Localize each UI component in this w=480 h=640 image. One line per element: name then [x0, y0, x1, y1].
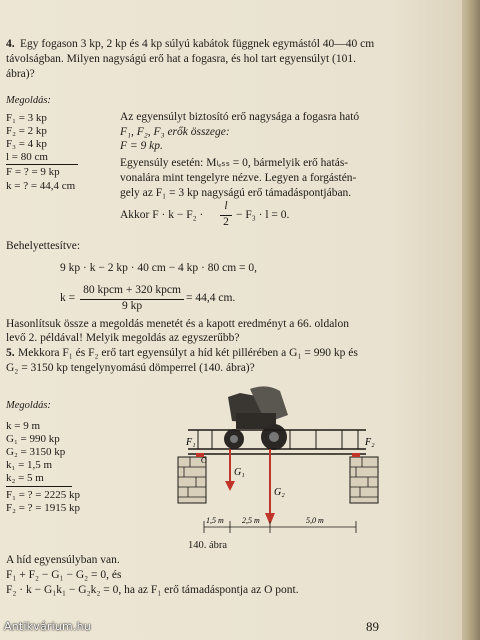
givens5-divider	[6, 486, 72, 487]
problem-4-line-1: Egy fogason 3 kp, 2 kp és 4 kp súlyú kabátok függnek egymástól 40—40 cm	[20, 38, 375, 50]
equation-moment-start: Akkor F · k − F₂ ·	[120, 209, 204, 221]
dim-label-1: 1,5 m	[206, 516, 224, 525]
equation-k-rhs: = 44,4 cm.	[186, 292, 236, 304]
dumper-truck-image	[224, 386, 288, 450]
label-g2: G₂	[274, 487, 285, 498]
solution-4-text-4: Egyensúly esetén: Mₗₑₛₛ = 0, bármelyik erő hatás-	[120, 157, 349, 169]
given5-k2: k₂ = 5 m	[6, 472, 44, 484]
equation-k-den: 9 kp	[121, 300, 143, 312]
problem-5-number: 5.	[6, 347, 15, 359]
page-number: 89	[366, 619, 379, 634]
dim-label-3: 5,0 m	[306, 516, 324, 525]
solution-4-text-5: vonalára mint tengelyre nézve. Legyen a forgástén-	[120, 172, 357, 184]
given-f3: F₃ = 4 kp	[6, 138, 47, 150]
dim-label-2: 2,5 m	[242, 516, 260, 525]
label-f1: F₁	[186, 437, 196, 448]
page-edge	[462, 0, 480, 640]
label-f2: F₂	[365, 437, 375, 448]
given-k: k = ? = 44,4 cm	[6, 180, 76, 192]
balance-line-3: F₂ · k − G₁k₁ − G₂k₂ = 0, ha az F₁ erő támadáspontja az O pont.	[6, 584, 299, 596]
problem-4-line-3: ábra)?	[6, 68, 35, 80]
given-f2: F₂ = 2 kp	[6, 125, 47, 137]
figure-caption: 140. ábra	[188, 540, 228, 551]
problem-5-line-1: Mekkora F₁ és F₂ erő tart egyensúlyt a híd két pillérében a G₁ = 990 kp és	[18, 347, 358, 359]
given5-g2: G₂ = 3150 kp	[6, 446, 66, 458]
solution-5-heading: Megoldás:	[6, 400, 51, 411]
label-o: O	[201, 456, 207, 465]
givens-divider	[6, 164, 78, 165]
equation-fraction-den: 2	[223, 216, 229, 228]
equation-fraction-num: l	[224, 200, 228, 212]
balance-line-2: F₁ + F₂ − G₁ − G₂ = 0, és	[6, 569, 122, 581]
given5-f1: F₁ = ? = 2225 kp	[6, 489, 80, 501]
solution-4-text-2: F₁, F₂, F₃ erők összege:	[120, 126, 230, 138]
problem-4-line-2: távolságban. Milyen nagyságú erő hat a fogasra, és hol tart egyensúlyt (101.	[6, 53, 357, 65]
problem-5-line-2: G₂ = 3150 kp tengelynyomású dömperrel (140. ábra)?	[6, 362, 255, 374]
watermark: Antikvárium.hu	[4, 620, 91, 633]
bridge-figure	[170, 385, 400, 555]
solution-4-text-3: F = 9 kp.	[120, 140, 163, 152]
given5-f2: F₂ = ? = 1915 kp	[6, 502, 80, 514]
balance-line-1: A híd egyensúlyban van.	[6, 554, 120, 566]
given-f1: F₁ = 3 kp	[6, 112, 47, 124]
compare-line-1: Hasonlítsuk össze a megoldás menetét és a kapott eredményt a 66. oldalon	[6, 318, 349, 330]
dimension-line	[204, 521, 356, 533]
equation-moment-end: − F₃ · l = 0.	[236, 209, 290, 221]
given5-g1: G₁ = 990 kp	[6, 433, 60, 445]
equation-k-lhs: k =	[60, 292, 76, 304]
given-f: F = ? = 9 kp	[6, 166, 60, 178]
solution-4-heading: Megoldás:	[6, 95, 51, 106]
problem-4-number: 4.	[6, 38, 15, 50]
given5-k1: k₁ = 1,5 m	[6, 459, 53, 471]
solution-4-text-6: gely az F₁ = 3 kp nagyságú erő támadáspontjában.	[120, 187, 352, 199]
substitute-heading: Behelyettesítve:	[6, 240, 81, 252]
compare-line-2: levő 2. példával! Melyik megoldás az egyszerűbb?	[6, 332, 240, 344]
label-g1: G₁	[234, 467, 245, 478]
equation-k-num: 80 kpcm + 320 kpcm	[83, 284, 181, 296]
solution-4-text-1: Az egyensúlyt biztosító erő nagysága a fogasra ható	[120, 111, 360, 123]
given5-k: k = 9 m	[6, 420, 41, 432]
pier-right	[350, 453, 378, 503]
given-l: l = 80 cm	[6, 151, 48, 163]
equation-substituted: 9 kp · k − 2 kp · 40 cm − 4 kp · 80 cm = 0,	[60, 262, 258, 274]
